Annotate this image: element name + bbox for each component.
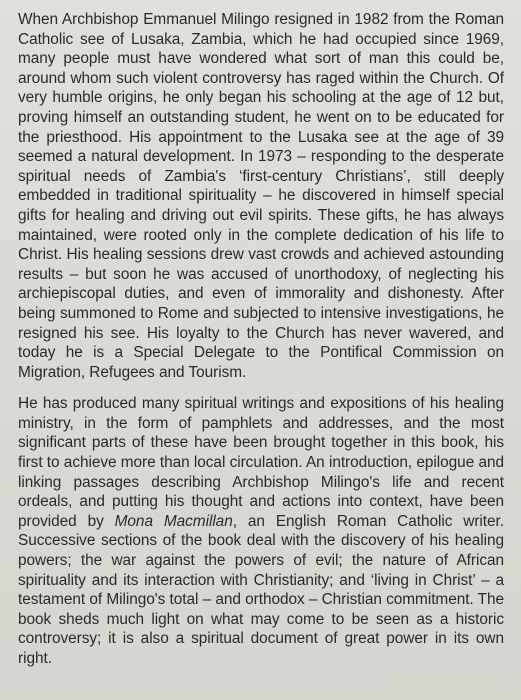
paragraph-2-text-start: He has produced many spiritual writings and expositions of his healing ministry, in the form of pamphlets and addresses, and the most significant parts of these have been brought together in this book, his first to achieve more than local circulation. An introduction, epilogue and linking passages describing Archbishop Milingo's life and recent ordeals, and putting his thought and actions into context, have been provided by xyxy=(18,395,504,530)
author-name: Mona Macmillan xyxy=(114,512,233,530)
blurb-paragraph-1: When Archbishop Emmanuel Milingo resigned in 1982 from the Roman Catholic see of Lusaka, Zambia, which he had occupied since 1969, many people must have wondered what sort of man this could be, around whom such violent controversy has raged within the Church. Of very humble origins, he only began his schooling at the age of 12 but, proving himself an outstanding student, he went on to be educated for the priesthood. His appointment to the Lusaka see at the age of 39 seemed a natural development. In 1973 – responding to the desperate spiritual needs of Zambia's ‘first-century Christians’, still deeply embedded in traditional spirituality – he discovered in himself special gifts for healing and driving out evil spirits. These gifts, he has always maintained, were rooted only in the complete dedication of his life to Christ. His healing sessions drew vast crowds and achieved astounding results – but soon he was accused of unorthodoxy, of neglecting his archiepiscopal duties, and even of immorality and dishonesty. After being summoned to Rome and subjected to intensive investigations, he resigned his see. His loyalty to the Church has never wavered, and today he is a Special Delegate to the Pontifical Commission on Migration, Refugees and Tourism. xyxy=(18,11,504,381)
blurb-paragraph-2 xyxy=(18,394,504,668)
paragraph-2-text-end: , an English Roman Catholic writer. Successive sections of the book deal with the discovery of his healing powers; the war against the powers of evil; the nature of African spirituality and its interaction with Christianity; and ‘living in Christ’ – a testament of Milingo's total – and orthodox – Christian commitment. The book sheds much light on what may come to be seen as a historic controversy; it is also a spiritual document of great power in its own right. xyxy=(18,512,504,667)
